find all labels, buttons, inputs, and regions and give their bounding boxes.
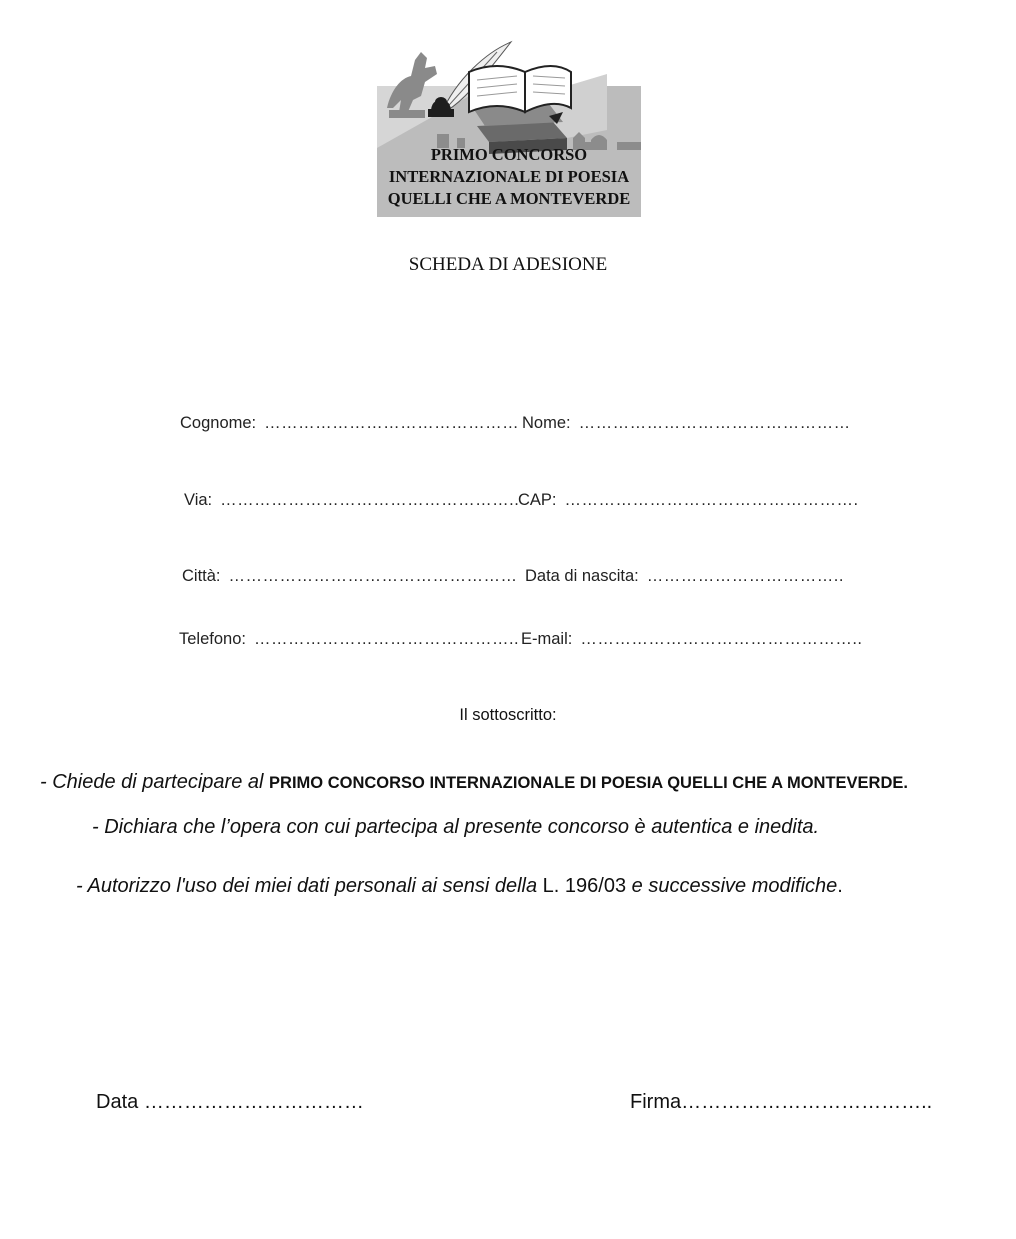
street-field[interactable]	[184, 491, 519, 510]
surname-dots[interactable]: ………………………………………	[264, 414, 520, 432]
declaration-originality	[92, 816, 819, 839]
declaration-participation	[40, 771, 908, 794]
city-label: Città:	[182, 567, 221, 585]
date-signature-field[interactable]	[96, 1091, 364, 1114]
phone-field[interactable]	[179, 630, 519, 649]
postal-code-dots[interactable]: …………………………………………….	[564, 491, 859, 509]
phone-dots[interactable]: ………………………………………..	[253, 630, 520, 648]
date-label: Data	[96, 1091, 139, 1113]
postal-code-field[interactable]	[518, 491, 859, 510]
birth-date-label: Data di nascita:	[525, 567, 639, 585]
street-label: Via:	[184, 491, 213, 509]
declaration-privacy-period: .	[837, 875, 843, 897]
declaration-participation-text: - Chiede di partecipare al	[40, 771, 264, 793]
birth-date-field[interactable]	[525, 567, 844, 586]
date-dots[interactable]: ……………………………	[143, 1091, 364, 1113]
law-reference: L. 196/03	[542, 875, 627, 897]
email-field[interactable]	[521, 630, 863, 649]
surname-field[interactable]	[180, 414, 519, 433]
signature-field[interactable]	[630, 1091, 932, 1114]
logo-line: QUELLI CHE A MONTEVERDE	[387, 189, 631, 208]
declaration-originality-text: - Dichiara che l’opera con cui partecipa al presente concorso è autentica e inedita.	[92, 816, 820, 838]
declaration-privacy	[76, 875, 843, 898]
declaration-privacy-suffix: e successive modifiche	[631, 875, 838, 897]
name-field[interactable]	[522, 414, 851, 433]
declaration-privacy-text: - Autorizzo l'uso dei miei dati personali ai sensi della	[76, 875, 538, 897]
surname-label: Cognome:	[180, 414, 257, 432]
undersigned-label: Il sottoscritto:	[459, 706, 557, 724]
signature-dots[interactable]: ………………………………..	[681, 1091, 933, 1113]
signature-label: Firma	[630, 1091, 682, 1113]
name-dots[interactable]: …………………………………………	[578, 414, 851, 432]
email-label: E-mail:	[521, 630, 573, 648]
email-dots[interactable]: …………………………………………..	[580, 630, 863, 648]
logo-line: PRIMO CONCORSO	[430, 145, 588, 164]
postal-code-label: CAP:	[518, 491, 557, 509]
birth-date-dots[interactable]: ……………………………..	[646, 567, 844, 585]
logo-line: INTERNAZIONALE DI POESIA	[388, 167, 630, 186]
street-dots[interactable]: ……………………………………………..	[220, 491, 520, 509]
contest-name: PRIMO CONCORSO INTERNAZIONALE DI POESIA QUELLI CHE A MONTEVERDE.	[269, 774, 908, 792]
name-label: Nome:	[522, 414, 571, 432]
city-field[interactable]	[182, 567, 518, 586]
city-dots[interactable]: ……………………………………………	[228, 567, 518, 585]
form-title: SCHEDA DI ADESIONE	[408, 254, 608, 275]
logo-title	[377, 144, 641, 210]
contest-logo	[377, 38, 641, 217]
phone-label: Telefono:	[179, 630, 246, 648]
